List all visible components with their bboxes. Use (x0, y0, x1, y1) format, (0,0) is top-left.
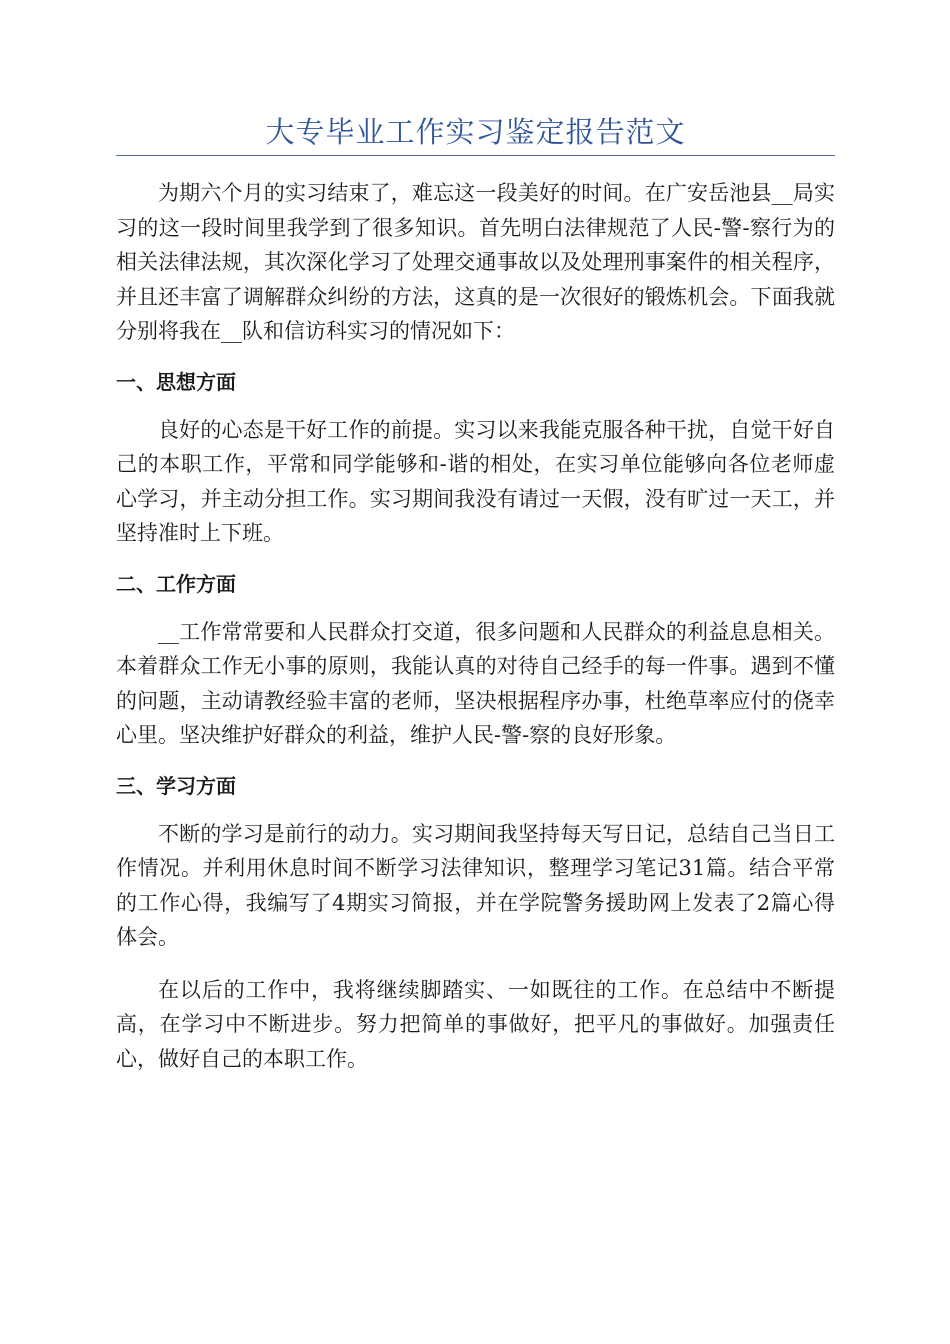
title-block (116, 108, 835, 156)
section-body-thought: 良好的心态是干好工作的前提。实习以来我能克服各种干扰，自觉干好自己的本职工作，平常和同学能够和-谐的相处，在实习单位能够向各位老师虚心学习，并主动分担工作。实习期间我没有请过一天假，没有旷过一天工，并坚持准时上下班。 (116, 417, 835, 545)
section-body-work: __工作常常要和人民群众打交道，很多问题和人民群众的利益息息相关。本着群众工作无小事的原则，我能认真的对待自己经手的每一件事。遇到不懂的问题，主动请教经验丰富的老师，坚决根据程序办事，杜绝草率应付的侥幸心里。坚决维护好群众的利益，维护人民-警-察的良好形象。 (116, 619, 835, 747)
section-heading-study: 三、学习方面 (116, 773, 236, 798)
section-heading-work: 二、工作方面 (116, 571, 236, 596)
closing-paragraph: 在以后的工作中，我将继续脚踏实、一如既往的工作。在总结中不断提高，在学习中不断进步。努力把简单的事做好，把平凡的事做好。加强责任心，做好自己的本职工作。 (116, 977, 835, 1071)
section-heading-thought: 一、思想方面 (116, 369, 236, 394)
section-body-study: 不断的学习是前行的动力。实习期间我坚持每天写日记，总结自己当日工作情况。并利用休息时间不断学习法律知识，整理学习笔记31篇。结合平常的工作心得，我编写了4期实习简报，并在学院警务援助网上发表了2篇心得体会。 (116, 821, 835, 949)
document-body (116, 176, 835, 1094)
document-title: 大专毕业工作实习鉴定报告范文 (265, 115, 686, 149)
intro-paragraph: 为期六个月的实习结束了，难忘这一段美好的时间。在广安岳池县__局实习的这一段时间里我学到了很多知识。首先明白法律规范了人民-警-察行为的相关法律法规，其次深化学习了处理交通事故以及处理刑事案件的相关程序，并且还丰富了调解群众纠纷的方法，这真的是一次很好的锻炼机会。下面我就分别将我在__队和信访科实习的情况如下： (116, 181, 835, 343)
